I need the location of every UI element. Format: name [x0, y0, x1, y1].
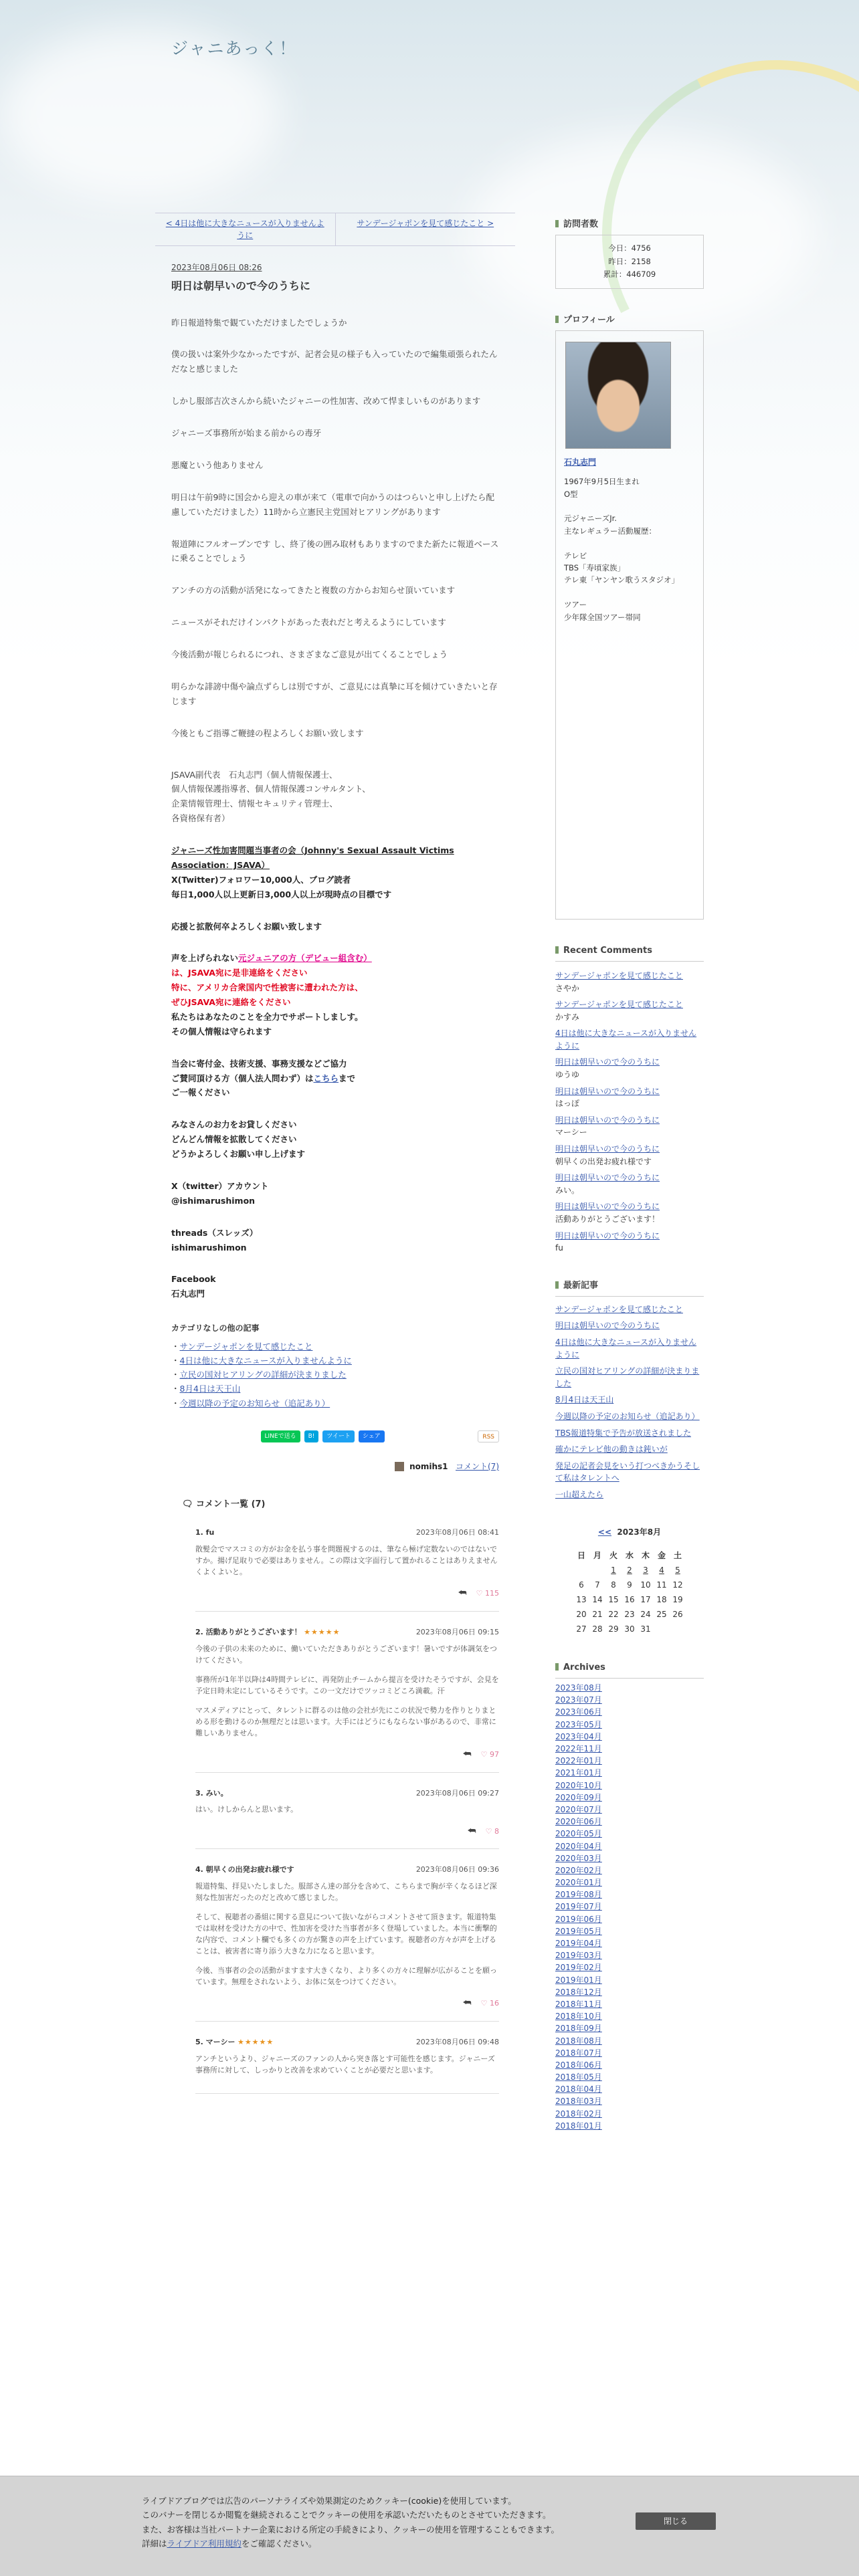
reply-icon[interactable]: ⮪: [458, 1588, 467, 1599]
recent-post-link[interactable]: 発足の記者会見をいう打つべきかうそして私はタレントへ: [555, 1461, 700, 1483]
archive-link[interactable]: 2020年05月: [555, 1829, 602, 1839]
category-item[interactable]: 立民の国対ヒアリングの詳細が決まりました: [179, 1370, 347, 1380]
calendar-day[interactable]: 25: [656, 1609, 667, 1619]
comment-header: [195, 1527, 499, 1539]
archive-link[interactable]: 2023年07月: [555, 1695, 602, 1705]
calendar-day[interactable]: 7: [595, 1580, 600, 1590]
profile-avatar[interactable]: [565, 342, 671, 449]
comment-item: [195, 1626, 499, 1773]
comment-author: 5. マーシー: [195, 2038, 235, 2047]
support-text: 応援と拡散何卒よろしくお願い致します: [171, 921, 322, 932]
article-paragraph: 明らかな誹謗中傷や論点ずらしは別ですが、ご意見には真摯に耳を傾けていきたいと存じます: [171, 681, 498, 706]
archive-link[interactable]: 2019年08月: [555, 1890, 602, 1900]
archive-link[interactable]: 2019年03月: [555, 1951, 602, 1961]
recent-comment-post-link[interactable]: 明日は朝早いので今のうちに: [555, 1115, 660, 1125]
calendar-day[interactable]: 21: [592, 1609, 603, 1619]
calendar-day: [573, 1563, 589, 1578]
archives-title: Archives: [555, 1660, 704, 1679]
recent-comment-author: ゆうゆ: [555, 1070, 580, 1080]
recent-comment-post-link[interactable]: サンデージャポンを見て感じたこと: [555, 970, 683, 980]
like-count: 8: [494, 1826, 499, 1836]
voice-line: は、JSAVA宛に是非連絡をください: [171, 968, 308, 978]
archive-link[interactable]: 2019年05月: [555, 1926, 602, 1936]
article-paragraph: 昨日報道特集で観ていただけましたでしょうか: [171, 317, 347, 328]
comment-item: [195, 1788, 499, 1850]
calendar-day[interactable]: 27: [576, 1624, 587, 1634]
comment-paragraph: 報道特集、拝見いたしました。服部さん達の部分を含めて、こちらまで胸が辛くなるほど深刻な性加害だったのだと改めて感じました。: [195, 1881, 497, 1903]
site-title[interactable]: ジャニあっく！: [171, 39, 298, 58]
calendar-day[interactable]: 23: [624, 1609, 635, 1619]
article-paragraph: アンチの方の活動が活発になってきたと複数の方からお知らせ頂いています: [171, 585, 456, 596]
archive-link[interactable]: 2018年05月: [555, 2072, 602, 2082]
article-paragraph: 僕の扱いは案外少なかったですが、記者会見の様子も入っていたので編集頑張られたんだなと感じました: [171, 349, 498, 374]
recent-comment-author: かすみ: [555, 1012, 580, 1022]
calendar-day[interactable]: 19: [672, 1594, 683, 1604]
archive-link[interactable]: 2019年07月: [555, 1902, 602, 1912]
like-count: 97: [490, 1749, 499, 1759]
archives-widget: [555, 1660, 704, 2131]
calendar-weekday: 土: [673, 1550, 682, 1560]
archive-link[interactable]: 2019年01月: [555, 1975, 602, 1985]
article-paragraph: ニュースがそれだけインパクトがあった表れだと考えるようにしています: [171, 617, 446, 628]
archive-link[interactable]: 2022年01月: [555, 1756, 602, 1766]
recent-posts-widget: [555, 1279, 704, 1501]
calendar-prev-link[interactable]: <<: [597, 1527, 611, 1537]
article-paragraph: ジャニーズ事務所が始まる前からの毒牙: [171, 428, 322, 439]
counter-total: 累計：446709: [603, 270, 656, 280]
article-paragraph: 今後ともご指導ご鞭撻の程よろしくお願い致します: [171, 728, 364, 738]
archive-link[interactable]: 2020年03月: [555, 1853, 602, 1863]
recent-comments-title: Recent Comments: [555, 944, 704, 962]
comment-paragraph: そして、視聴者の番組に関する意見について抜いながらコメントさせて頂きます。報道特集では取材を受けた方の中で、性加害を受けた当事者が多く登場していました。本当に衝撃的な内容で、コメント欄でも多くの方が驚きの声を上げています。視聴者の方々が声を上げることは、被害者に寄り添う大きな力になると思います。: [195, 1913, 497, 1956]
counter-today: 今日：4756: [608, 243, 651, 253]
recent-comment-author: はっぽ: [555, 1099, 580, 1109]
reply-icon[interactable]: ⮪: [462, 1998, 472, 2009]
x-handle: @ishimarushimon: [171, 1195, 256, 1206]
calendar-day[interactable]: 31: [640, 1624, 651, 1634]
comment-actions: [195, 1824, 499, 1840]
archive-link[interactable]: 2021年01月: [555, 1768, 602, 1778]
recent-comment-post-link[interactable]: 明日は朝早いので今のうちに: [555, 1057, 660, 1067]
donation-link[interactable]: こちら: [313, 1073, 339, 1083]
article-paragraph: しかし服部吉次さんから続いたジャニーの性加害、改めて悍ましいものがあります: [171, 396, 481, 407]
archive-link[interactable]: 2018年06月: [555, 2060, 602, 2070]
org-link[interactable]: ジャニーズ性加害問題当事者の会（Johnny's Sexual Assault Victims Association：JSAVA）: [171, 845, 454, 870]
calendar-weekday: 水: [625, 1550, 634, 1560]
reply-icon[interactable]: ⮪: [462, 1748, 472, 1759]
recent-comment-author: マーシー: [555, 1128, 587, 1138]
rss-button[interactable]: RSS: [478, 1430, 499, 1442]
author-line: [171, 1460, 499, 1473]
recent-comment-post-link[interactable]: サンデージャポンを見て感じたこと: [555, 1000, 683, 1010]
archive-link[interactable]: 2019年02月: [555, 1963, 602, 1973]
calendar-day[interactable]: 9: [627, 1580, 632, 1590]
comment-author: 1. fu: [195, 1528, 215, 1537]
recent-comment-author: 朝早くの出発お疲れ様です: [555, 1156, 652, 1166]
comment-author: 3. みい。: [195, 1788, 228, 1798]
calendar-day[interactable]: 26: [672, 1609, 683, 1619]
comment-header: [195, 2036, 499, 2049]
comment-text: [195, 1643, 499, 1739]
recent-post-link[interactable]: 8月4日は天王山: [555, 1395, 614, 1405]
category-title: カテゴリなしの他の記事: [171, 1323, 260, 1333]
recent-post-link[interactable]: 一山超えたら: [555, 1490, 604, 1500]
voice-line: ぜひJSAVA宛に連絡をください: [171, 997, 291, 1008]
archive-link[interactable]: 2020年04月: [555, 1841, 602, 1851]
comment-paragraph: 今後、当事者の会の活動がますます大きくなり、より多くの方々に理解が広がることを願っています。無理をされないよう、お体に気をつけてください。: [195, 1966, 497, 1987]
comment-text: [195, 2053, 499, 2076]
voice-line: 特に、アメリカ合衆国内で性被害に遭われた方は、: [171, 982, 363, 993]
calendar-widget: [555, 1525, 704, 1636]
calendar-day[interactable]: 29: [608, 1624, 619, 1634]
calendar-day[interactable]: 17: [640, 1594, 651, 1604]
calendar-day[interactable]: 2: [627, 1565, 632, 1575]
comment-stars: ★★★★★: [304, 1627, 341, 1636]
archive-link[interactable]: 2018年07月: [555, 2048, 602, 2058]
category-item[interactable]: 4日は他に大きなニュースが入りませんように: [179, 1355, 352, 1366]
calendar-month: 2023年8月: [617, 1527, 662, 1537]
archive-link[interactable]: 2020年07月: [555, 1804, 602, 1814]
heart-icon[interactable]: ♡: [485, 1826, 494, 1836]
recent-comment-post-link[interactable]: 明日は朝早いので今のうちに: [555, 1202, 660, 1212]
comment-item: [195, 1864, 499, 2022]
voice-pre: 声を上げられない: [171, 953, 239, 964]
calendar-day[interactable]: 28: [592, 1624, 603, 1634]
sig-line: 各資格保有者）: [171, 813, 230, 824]
archive-link[interactable]: 2018年04月: [555, 2084, 602, 2095]
sig-line: 個人情報保護指導者、個人情報保護コンサルタント、: [171, 784, 371, 794]
heart-icon[interactable]: ♡: [476, 1589, 485, 1598]
article-pager: [155, 213, 515, 246]
comment-date: 2023年08月06日 09:15: [415, 1627, 499, 1636]
recent-comment-post-link[interactable]: 明日は朝早いので今のうちに: [555, 1230, 660, 1241]
archive-link[interactable]: 2018年12月: [555, 1987, 602, 1997]
archive-link[interactable]: 2018年03月: [555, 2097, 602, 2107]
comment-list: [155, 1527, 515, 2094]
comment-date: 2023年08月06日 08:41: [415, 1528, 499, 1537]
calendar-day[interactable]: 30: [624, 1624, 635, 1634]
comments-title: コメント一覧 (7): [196, 1499, 266, 1510]
recent-comment-author: さやか: [555, 983, 580, 993]
calendar-day[interactable]: 12: [672, 1580, 683, 1590]
calendar-day[interactable]: 10: [640, 1580, 651, 1590]
archive-link[interactable]: 2020年06月: [555, 1817, 602, 1827]
calendar-weekday: 火: [609, 1550, 617, 1560]
category-item[interactable]: 今週以降の予定のお知らせ（追記あり）: [179, 1398, 330, 1408]
profile-name[interactable]: 石丸志門: [564, 457, 597, 467]
terms-link[interactable]: ライブドア利用規約: [167, 2538, 242, 2549]
like-count: 115: [485, 1589, 499, 1598]
archive-link[interactable]: 2023年04月: [555, 1731, 602, 1741]
calendar-day[interactable]: 24: [640, 1609, 651, 1619]
comment-paragraph: はい。けしからんと思います。: [195, 1805, 298, 1814]
calendar-day[interactable]: 8: [611, 1580, 616, 1590]
org-line: X(Twitter)フォロワー10,000人、ブログ読者: [171, 874, 351, 885]
prev-article-link[interactable]: < 4日は他に大きなニュースが入りませんように: [165, 219, 324, 240]
archive-link[interactable]: 2020年01月: [555, 1878, 602, 1888]
pr-last: ご一報ください: [171, 1087, 230, 1098]
calendar-day[interactable]: 20: [576, 1609, 587, 1619]
ask-line: みなさんのお力をお貸しください: [171, 1119, 297, 1130]
pr-line: ご賛同頂ける方（個人法人問わず）は: [171, 1073, 314, 1083]
comment-actions: [195, 1586, 499, 1602]
recent-post-link[interactable]: 確かにテレビ他の動きは鈍いが: [555, 1444, 668, 1455]
pr-after: まで: [339, 1073, 356, 1083]
cookie-detail-post: をご確認ください。: [241, 2538, 317, 2549]
ask-line: どんどん情報を拡散してください: [171, 1134, 297, 1145]
calendar-day[interactable]: 13: [576, 1594, 587, 1604]
comment-count-link[interactable]: コメント(7): [456, 1461, 499, 1471]
heart-icon[interactable]: ♡: [480, 1999, 490, 2008]
calendar-weekday: 金: [657, 1550, 666, 1560]
like-count: 16: [490, 1999, 499, 2008]
main-column: [155, 213, 515, 2094]
comment-item: [195, 1527, 499, 1612]
calendar-day[interactable]: 5: [675, 1565, 680, 1575]
archive-link[interactable]: 2023年06月: [555, 1707, 602, 1717]
calendar-weekday: 月: [593, 1550, 601, 1560]
comment-header: [195, 1626, 499, 1639]
archive-link[interactable]: 2020年09月: [555, 1792, 602, 1802]
cookie-close-button[interactable]: 閉じる: [636, 2512, 716, 2530]
comment-paragraph: マスメディアにとって、タレントに群るのは他の会社が先にこの状況で勢力を作りとりまとめる形を動けるのか無理だとは思います。大手にはどうにもならない事があるので、非常に難しいありません。: [195, 1705, 496, 1737]
author-avatar: [395, 1462, 404, 1471]
voice-tail: 私たちはあなたのことを全力でサポートしましす。: [171, 1011, 363, 1022]
comments-heading: [182, 1497, 515, 1512]
calendar-day: [654, 1622, 670, 1636]
archive-link[interactable]: 2018年02月: [555, 2109, 602, 2119]
article-paragraph: 悪魔という他ありません: [171, 459, 264, 470]
recent-comment-post-link[interactable]: 明日は朝早いので今のうちに: [555, 1173, 660, 1183]
article-title: 明日は朝早いので今のうちに: [171, 280, 311, 293]
category-list: [171, 1339, 499, 1410]
profile-info: 1967年9月5日生まれ O型 元ジャニーズJr. 主なレギュラー活動履歴： テレビ TBS「寿頃家族」 テレ東「ヤンヤン歌うスタジオ」 ツアー 少年隊全国ツアー帯同: [564, 477, 680, 622]
archive-link[interactable]: 2020年10月: [555, 1780, 602, 1790]
calendar-day[interactable]: 1: [611, 1565, 616, 1575]
counter-yesterday: 昨日：2158: [608, 256, 651, 266]
heart-icon[interactable]: ♡: [480, 1749, 490, 1759]
comment-text: [195, 1881, 499, 1988]
ask-line: どうかよろしくお願い申し上げます: [171, 1149, 306, 1160]
archive-link[interactable]: 2020年02月: [555, 1865, 602, 1875]
article-date[interactable]: 2023年08月06日 08:26: [171, 263, 262, 272]
calendar-day[interactable]: 6: [579, 1580, 584, 1590]
comment-bubble-icon: 🗨: [182, 1499, 193, 1510]
comment-item: [195, 2036, 499, 2094]
facebook-name: 石丸志門: [171, 1289, 205, 1299]
category-item[interactable]: 8月4日は天王山: [179, 1384, 241, 1394]
sidebar: [555, 217, 704, 2155]
comment-date: 2023年08月06日 09:48: [415, 2038, 499, 2047]
voice-tail: その個人情報は守られます: [171, 1026, 272, 1037]
comment-paragraph: 今後の子供の未来のために、働いていただきありがとうございます！暑いですが体調気をつけてください。: [195, 1644, 497, 1665]
cookie-line: このバナーを閉じるか閲覧を継続されることでクッキーの使用を承認いただいたものとさせていただきます。: [142, 2510, 551, 2520]
line-share-button[interactable]: LINEで送る: [261, 1430, 300, 1442]
comment-header: [195, 1788, 499, 1800]
comment-author: 2. 活動ありがとうございます！: [195, 1627, 302, 1636]
comment-actions: [195, 1747, 499, 1763]
calendar-day: [670, 1622, 686, 1636]
calendar-day: [589, 1563, 605, 1578]
archive-link[interactable]: 2022年11月: [555, 1744, 602, 1754]
comment-author: 4. 朝早くの出発お疲れ様です: [195, 1865, 294, 1874]
tweet-button[interactable]: ツイート: [322, 1430, 355, 1442]
comment-header: [195, 1864, 499, 1876]
archive-link[interactable]: 2023年05月: [555, 1719, 602, 1729]
comment-paragraph: アンチというより、ジャニーズのファンの人から突き落とす可能性を感じます。ジャニーズ事務所に対して、しっかりと改善を求めていくことが必要だと思います。: [195, 2054, 495, 2074]
recent-post-link[interactable]: TBS報道特集で予告が放送されました: [555, 1428, 691, 1438]
recent-post-link[interactable]: サンデージャポンを見て感じたこと: [555, 1304, 683, 1314]
counter-title: 訪問者数: [555, 217, 704, 235]
archive-link[interactable]: 2018年08月: [555, 2036, 602, 2046]
comment-date: 2023年08月06日 09:27: [415, 1788, 499, 1798]
calendar-day[interactable]: 16: [624, 1594, 635, 1604]
counter-widget: [555, 217, 704, 289]
article-body: [171, 316, 499, 1302]
recent-comment-author: 活動ありがとうございます！: [555, 1214, 660, 1224]
archive-link[interactable]: 2019年06月: [555, 1914, 602, 1924]
calendar-weekday: 日: [577, 1550, 585, 1560]
recent-comments-widget: [555, 944, 704, 1255]
hatena-button[interactable]: B!: [304, 1430, 319, 1442]
recent-comment-author: みい。: [555, 1185, 580, 1195]
archive-link[interactable]: 2018年10月: [555, 2012, 602, 2022]
cookie-line: ライブドアブログでは広告のパーソナライズや効果測定のためクッキー(cookie)を使用しています。: [142, 2496, 516, 2506]
archive-link[interactable]: 2019年04月: [555, 1939, 602, 1949]
junior-link[interactable]: 元ジュニアの方（デビュー組含む）: [238, 953, 372, 964]
archive-link[interactable]: 2018年09月: [555, 2024, 602, 2034]
calendar-day[interactable]: 18: [656, 1594, 667, 1604]
archive-link[interactable]: 2018年01月: [555, 2121, 602, 2131]
calendar-day[interactable]: 11: [656, 1580, 667, 1590]
calendar-day[interactable]: 3: [643, 1565, 648, 1575]
archive-link[interactable]: 2023年08月: [555, 1683, 602, 1693]
comment-text: [195, 1804, 499, 1815]
recent-posts-title: 最新記事: [555, 1279, 704, 1297]
recent-comment-post-link[interactable]: 明日は朝早いので今のうちに: [555, 1144, 660, 1154]
recent-comment-author: fu: [555, 1243, 563, 1253]
author-name[interactable]: nomihs1: [409, 1461, 448, 1471]
facebook-share-button[interactable]: シェア: [359, 1430, 385, 1442]
calendar-day[interactable]: 4: [659, 1565, 664, 1575]
recent-post-link[interactable]: 今週以降の予定のお知らせ（追記あり）: [555, 1412, 700, 1422]
profile-widget: [555, 313, 704, 920]
reply-icon[interactable]: ⮪: [467, 1825, 476, 1836]
category-item[interactable]: サンデージャポンを見て感じたこと: [179, 1341, 313, 1352]
threads-label: threads（スレッズ）: [171, 1227, 258, 1238]
comment-paragraph: 事務所が1年半以降は4時間テレビに、再発防止チームから提言を受けたそうですが、会見を予定日時未定にしているそうです。この一文だけでツッコミどころ満載。汗: [195, 1675, 499, 1695]
calendar-table: [573, 1548, 686, 1636]
next-article-link[interactable]: サンデージャポンを見て感じたこと >: [357, 219, 494, 228]
pr-line: 当会に寄付金、技術支援、事務支援などご協力: [171, 1058, 347, 1069]
org-line: 毎日1,000人以上更新日3,000人以上が現時点の目標です: [171, 889, 392, 899]
calendar-weekday: 木: [641, 1550, 650, 1560]
comment-actions: [195, 1996, 499, 2012]
article-paragraph: 明日は午前9時に国会から迎えの車が来て（電車で向かうのはつらいと申し上げたら配慮していただけました）11時から立憲民主党国対ヒアリングがあります: [171, 492, 494, 517]
comment-text: [195, 1543, 499, 1578]
recent-post-link[interactable]: 立民の国対ヒアリングの詳細が決まりました: [555, 1366, 700, 1388]
sig-line: JSAVA副代表 石丸志門（個人情報保護士、: [171, 769, 338, 780]
archive-link[interactable]: 2018年11月: [555, 1999, 602, 2009]
profile-title: プロフィール: [555, 313, 704, 331]
recent-comment-post-link[interactable]: 4日は他に大きなニュースが入りませんように: [555, 1029, 697, 1051]
cookie-detail-pre: 詳細は: [142, 2538, 167, 2549]
x-label: X（twitter）アカウント: [171, 1180, 269, 1191]
calendar-day[interactable]: 22: [608, 1609, 619, 1619]
facebook-label: Facebook: [171, 1274, 216, 1285]
calendar-day[interactable]: 14: [592, 1594, 603, 1604]
comment-date: 2023年08月06日 09:36: [415, 1865, 499, 1874]
sig-line: 企業情報管理士、情報セキュリティ管理士、: [171, 798, 338, 809]
comment-paragraph: 散髪会でマスコミの方がお金を払う事を問題視するのは、筆なら極げ定数ないのではないですか。揚げ足取りで必要はありません。この際は文字面行して置かれることはありえませんくよくよいと。: [195, 1545, 498, 1577]
share-bar: [171, 1430, 499, 1442]
recent-comment-post-link[interactable]: 明日は朝早いので今のうちに: [555, 1086, 660, 1096]
calendar-day[interactable]: 15: [608, 1594, 619, 1604]
comment-stars: ★★★★★: [237, 2038, 274, 2047]
threads-handle: ishimarushimon: [171, 1242, 247, 1253]
article-paragraph: 今後活動が報じられるにつれ、さまざまなご意見が出てくることでしょう: [171, 649, 448, 660]
article-paragraph: 報道陣にフルオープンです し、終了後の囲み取材もありますのでまた新たに報道ベースに乗ることでしょう: [171, 538, 499, 564]
cookie-banner: [0, 2476, 859, 2576]
cookie-line: また、お客様は当社パートナー企業における所定の手続きにより、クッキーの使用を管理することもできます。: [142, 2524, 560, 2535]
recent-post-link[interactable]: 4日は他に大きなニュースが入りませんように: [555, 1337, 697, 1360]
recent-post-link[interactable]: 明日は朝早いので今のうちに: [555, 1321, 660, 1331]
